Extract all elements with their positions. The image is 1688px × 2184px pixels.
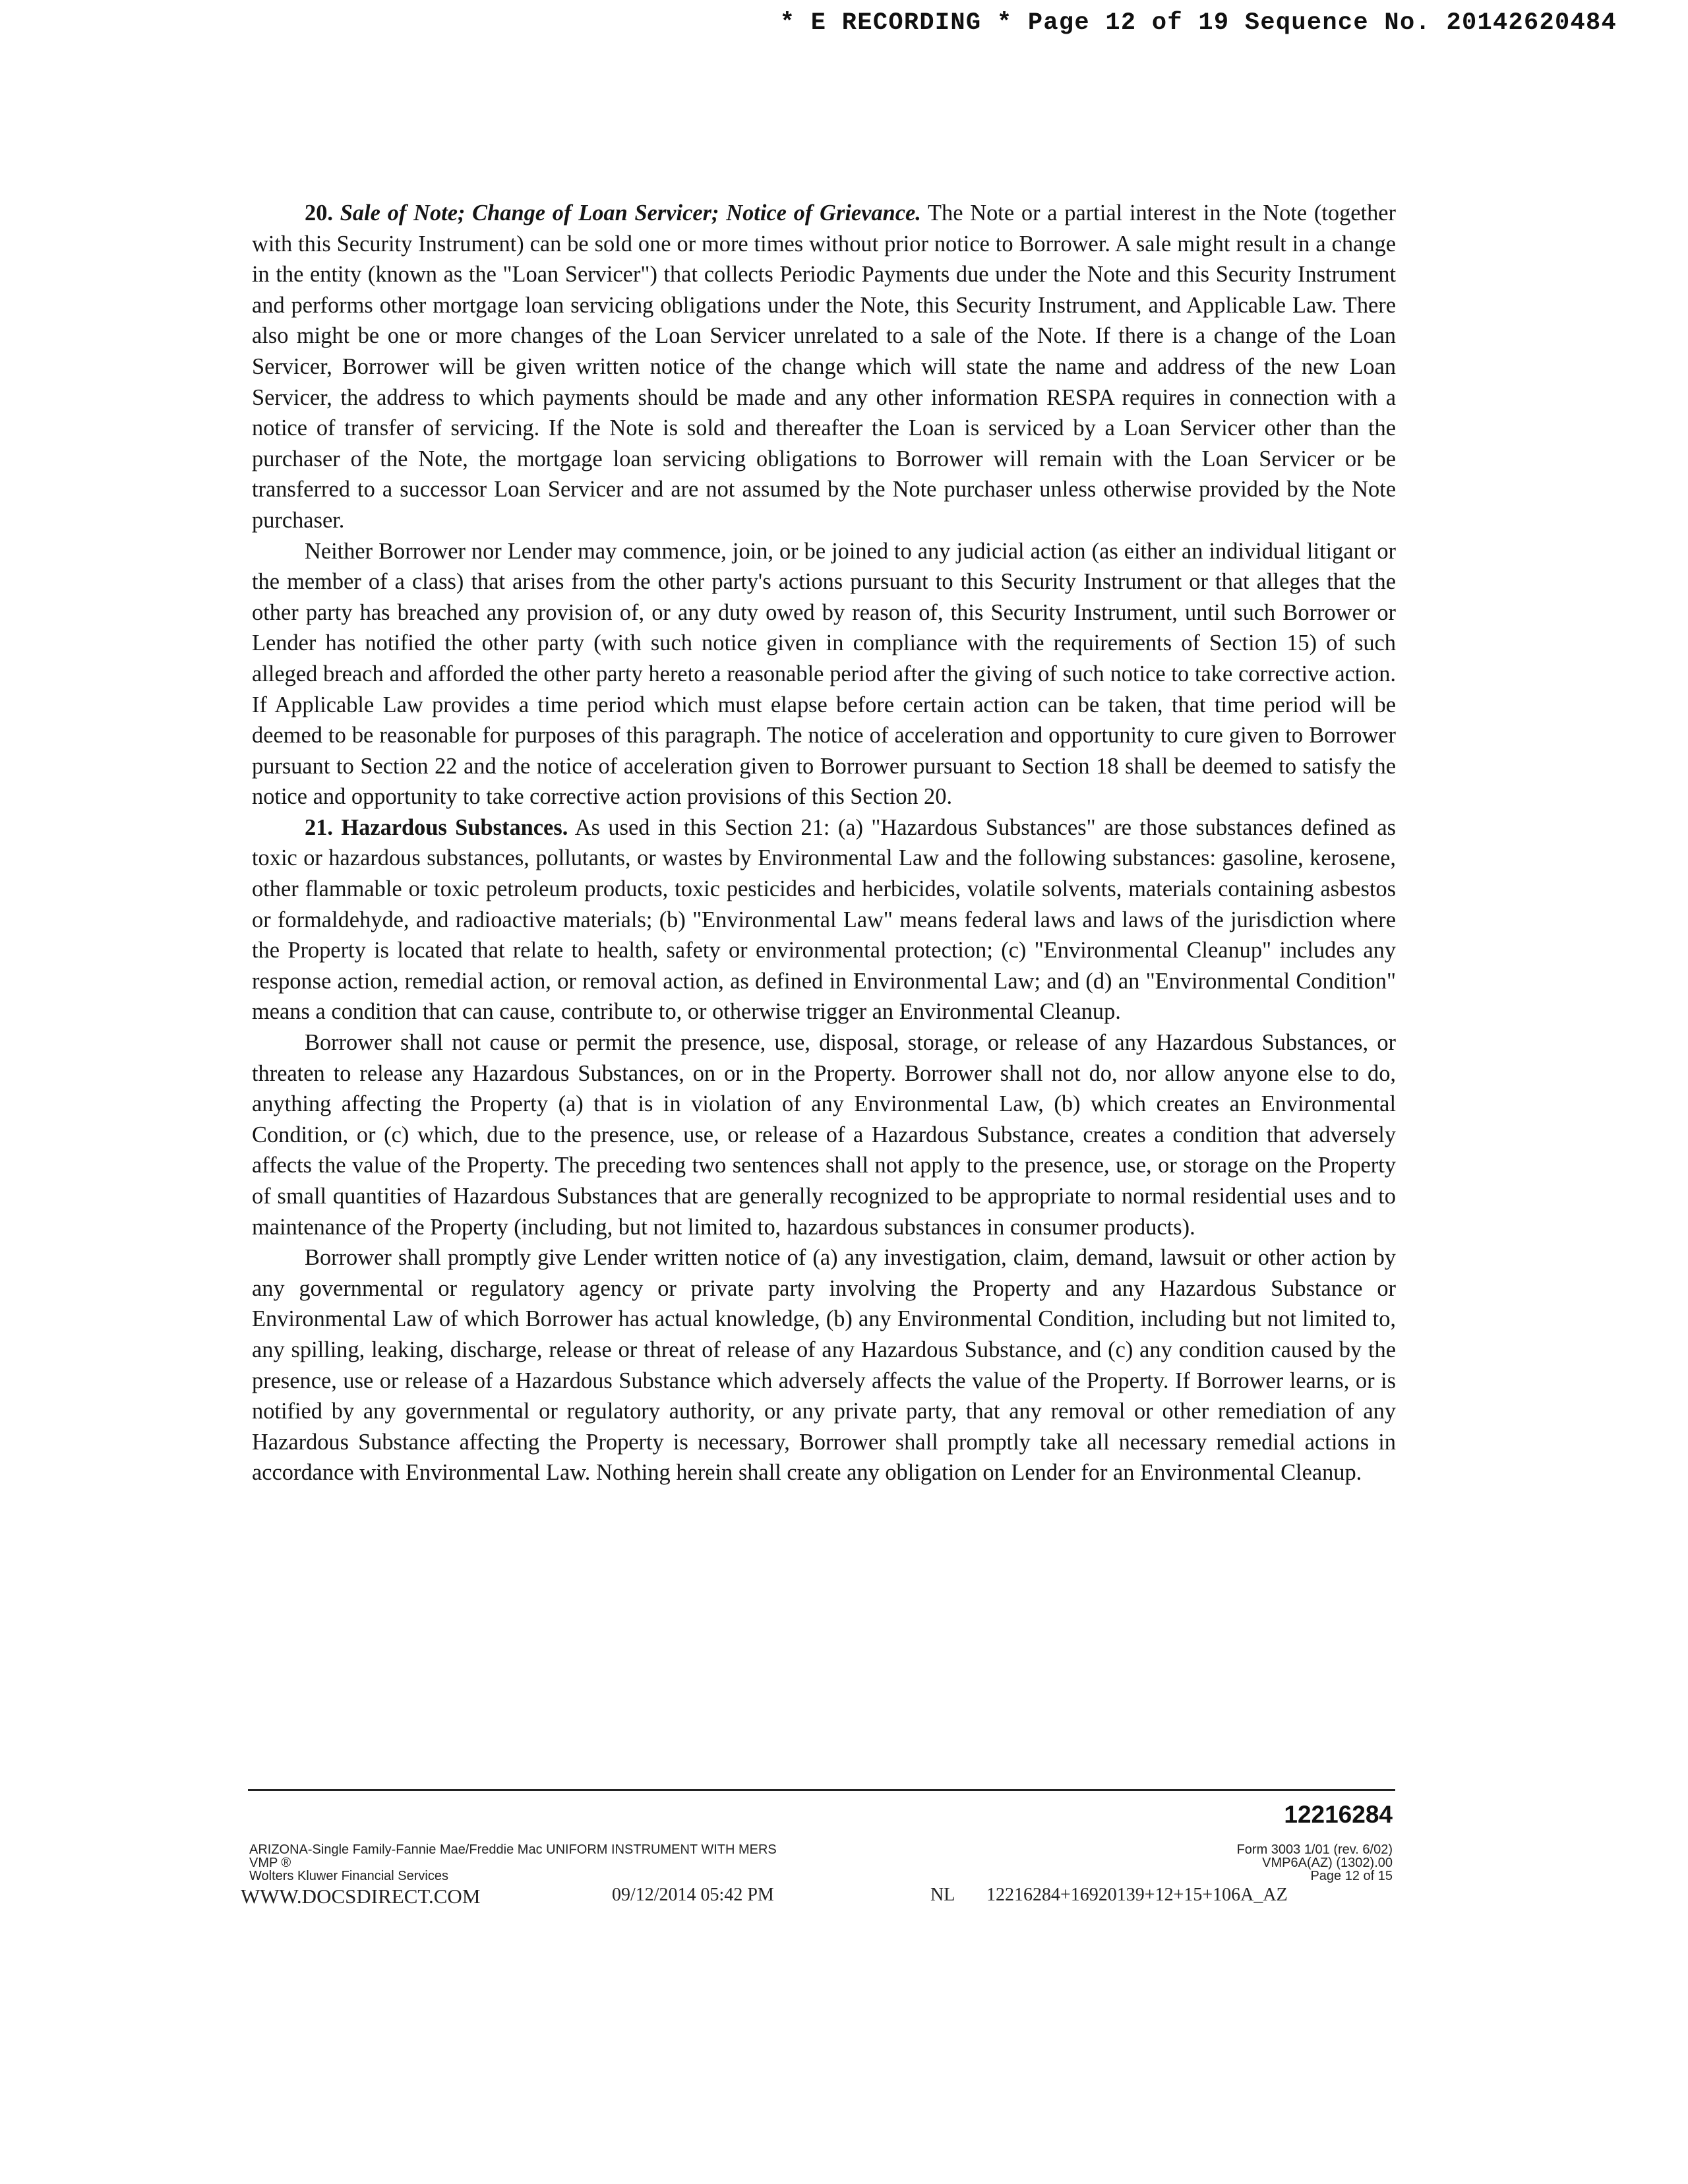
section-20-paragraph-2: Neither Borrower nor Lender may commence, join, or be joined to any judicial action (as either an individual litigant or the member of a class) that arises from the other party's actions pursuant to this Security Instrument or that alleges that the other party has breached any provision of, or any duty owed by reason of, this Security Instrument, until such Borrower or Lender has notified the other party (with such notice given in compliance with the requirements of Section 15) of such alleged breach and afforded the other party hereto a reasonable period after the giving of such notice to take corrective action. If Applicable Law provides a time period which must elapse before certain action can be taken, that time period will be deemed to be reasonable for purposes of this paragraph. The notice of acceleration and opportunity to cure given to Borrower pursuant to Section 22 and the notice of acceleration given to Borrower pursuant to Section 18 shall be deemed to satisfy the notice and opportunity to take corrective action provisions of this Section 20. xyxy=(252,538,1396,810)
page-of: Page 12 of 15 xyxy=(1310,1869,1393,1883)
section-20-title: Sale of Note; Change of Loan Servicer; Notice of Grievance. xyxy=(340,200,921,226)
initials: NL xyxy=(930,1885,955,1905)
section-20-text-1: The Note or a partial interest in the Note (together with this Security Instrument) can be sold one or more times without prior notice to Borrower. A sale might result in a change in the entity (known as the "Loan Servicer") that collects Periodic Payments due under the Note and this Security Instrument and performs other mortgage loan servicing obligations under the Note, this Security Instrument, and Applicable Law. There also might be one or more changes of the Loan Servicer unrelated to a sale of the Note. If there is a change of the Loan Servicer, Borrower will be given written notice of the change which will state the name and address of the new Loan Servicer, the address to which payments should be made and any other information RESPA requires in connection with a notice of transfer of servicing. If the Note is sold and thereafter the Loan is serviced by a Loan Servicer other than the purchaser of the Note, the mortgage loan servicing obligations to Borrower will remain with the Loan Servicer or be transferred to a successor Loan Servicer and are not assumed by the Note purchaser unless otherwise provided by the Note purchaser. xyxy=(252,200,1396,533)
section-21-title: Hazardous Substances. xyxy=(341,814,568,840)
loan-number: 12216284 xyxy=(1284,1801,1393,1828)
section-21-number: 21. xyxy=(305,814,333,840)
form-code: VMP6A(AZ) (1302).00 xyxy=(1262,1856,1393,1870)
section-20-paragraph-1 xyxy=(252,198,1396,536)
vmp-mark: VMP ® xyxy=(249,1856,291,1870)
footer-form-info xyxy=(249,1843,777,1883)
print-datetime: 09/12/2014 05:42 PM xyxy=(612,1885,774,1905)
publisher: Wolters Kluwer Financial Services xyxy=(249,1869,448,1883)
recording-header: * E RECORDING * Page 12 of 19 Sequence No. 20142620484 xyxy=(779,9,1617,37)
form-number: Form 3003 1/01 (rev. 6/02) xyxy=(1236,1842,1393,1857)
section-21-text-1: As used in this Section 21: (a) "Hazardous Substances" are those substances defined as toxic or hazardous substances, pollutants, or wastes by Environmental Law and the following substances: gasoline, kerosene, other flammable or toxic petroleum products, toxic pesticides and herbicides, volatile solvents, materials containing asbestos or formaldehyde, and radioactive materials; (b) "Environmental Law" means federal laws and laws of the jurisdiction where the Property is located that relate to health, safety or environmental protection; (c) "Environmental Cleanup" includes any response action, remedial action, or removal action, as defined in Environmental Law; and (d) an "Environmental Condition" means a condition that can cause, contribute to, or otherwise trigger an Environmental Cleanup. xyxy=(252,814,1396,1025)
website: WWW.DOCSDIRECT.COM xyxy=(241,1885,481,1908)
document-body xyxy=(252,198,1396,1488)
footer-divider xyxy=(248,1789,1395,1791)
section-21-paragraph-1 xyxy=(252,812,1396,1027)
section-20-number: 20. xyxy=(305,200,333,226)
section-21-paragraph-3: Borrower shall promptly give Lender written notice of (a) any investigation, claim, demand, lawsuit or other action by any governmental or regulatory agency or private party involving the Property and any Hazardous Substance or Environmental Law of which Borrower has actual knowledge, (b) any Environmental Condition, including but not limited to, any spilling, leaking, discharge, release or threat of release of any Hazardous Substance, and (c) any condition caused by the presence, use or release of a Hazardous Substance which adversely affects the value of the Property. If Borrower learns, or is notified by any governmental or regulatory authority, or any private party, that any removal or other remediation of any Hazardous Substance affecting the Property is necessary, Borrower shall promptly take all necessary remedial actions in accordance with Environmental Law. Nothing herein shall create any obligation on Lender for an Environmental Cleanup. xyxy=(252,1245,1396,1486)
form-name: ARIZONA-Single Family-Fannie Mae/Freddie Mac UNIFORM INSTRUMENT WITH MERS xyxy=(249,1842,777,1857)
footer-form-number xyxy=(1237,1843,1393,1883)
section-21-paragraph-2: Borrower shall not cause or permit the presence, use, disposal, storage, or release of any Hazardous Substances, or threaten to release any Hazardous Substances, on or in the Property. Borrower shall not do, nor allow anyone else to do, anything affecting the Property (a) that is in violation of any Environmental Law, (b) which creates an Environmental Condition, or (c) which, due to the presence, use, or release of a Hazardous Substance, creates a condition that adversely affects the value of the Property. The preceding two sentences shall not apply to the presence, use, or storage on the Property of small quantities of Hazardous Substances that are generally recognized to be appropriate to normal residential uses and to maintenance of the Property (including, but not limited to, hazardous substances in consumer products). xyxy=(252,1030,1396,1240)
document-code: 12216284+16920139+12+15+106A_AZ xyxy=(986,1885,1288,1905)
